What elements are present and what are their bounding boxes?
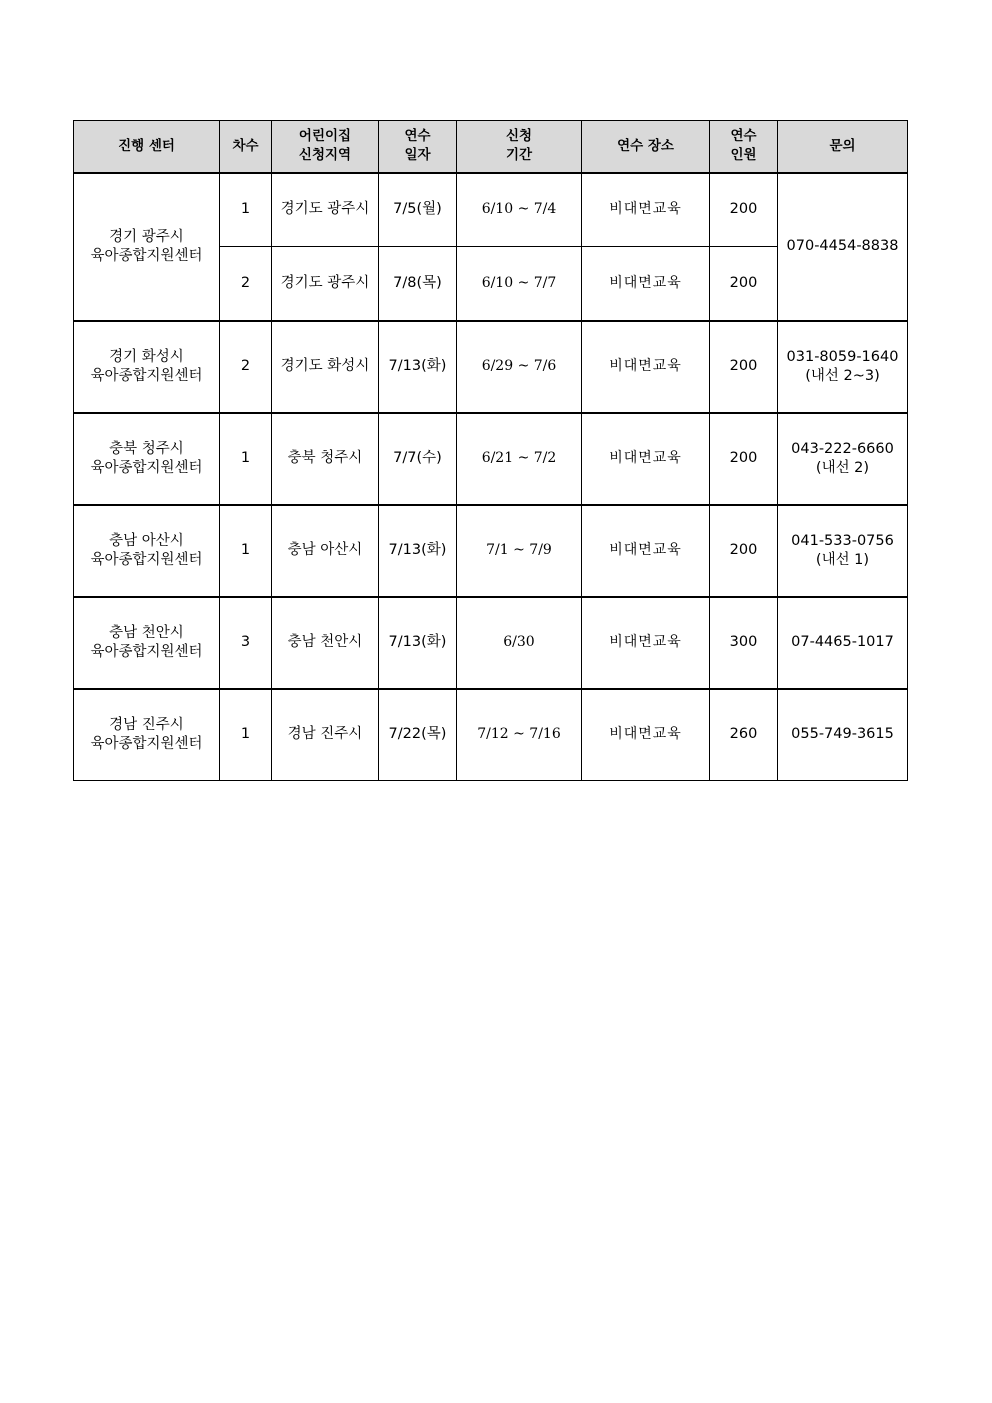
place-cell: 비대면교육 — [582, 413, 710, 505]
round-cell: 1 — [220, 173, 272, 247]
region-cell: 충북 청주시 — [272, 413, 379, 505]
center-name-cell: 충북 청주시 육아종합지원센터 — [74, 413, 220, 505]
contact-cell: 031-8059-1640 (내선 2~3) — [778, 321, 908, 413]
table-header — [74, 121, 908, 173]
table-row — [74, 413, 908, 505]
date-cell: 7/5(월) — [379, 173, 457, 247]
round-cell: 1 — [220, 505, 272, 597]
header-count: 연수 인원 — [710, 121, 778, 173]
period-cell: 7/12 ~ 7/16 — [457, 689, 582, 781]
period-cell: 6/29 ~ 7/6 — [457, 321, 582, 413]
region-cell: 경기도 광주시 — [272, 247, 379, 321]
contact-cell: 055-749-3615 — [778, 689, 908, 781]
contact-cell: 043-222-6660 (내선 2) — [778, 413, 908, 505]
center-name-cell: 충남 아산시 육아종합지원센터 — [74, 505, 220, 597]
count-cell: 200 — [710, 173, 778, 247]
training-schedule-table — [73, 120, 908, 781]
header-center: 진행 센터 — [74, 121, 220, 173]
header-period: 신청 기간 — [457, 121, 582, 173]
date-cell: 7/22(목) — [379, 689, 457, 781]
center-name-cell: 경남 진주시 육아종합지원센터 — [74, 689, 220, 781]
count-cell: 200 — [710, 505, 778, 597]
contact-cell: 07-4465-1017 — [778, 597, 908, 689]
header-place: 연수 장소 — [582, 121, 710, 173]
period-cell: 6/10 ~ 7/7 — [457, 247, 582, 321]
table-row — [74, 689, 908, 781]
header-date: 연수 일자 — [379, 121, 457, 173]
round-cell: 1 — [220, 413, 272, 505]
place-cell: 비대면교육 — [582, 321, 710, 413]
region-cell: 충남 천안시 — [272, 597, 379, 689]
table-row — [74, 505, 908, 597]
round-cell: 3 — [220, 597, 272, 689]
round-cell: 1 — [220, 689, 272, 781]
place-cell: 비대면교육 — [582, 597, 710, 689]
date-cell: 7/13(화) — [379, 321, 457, 413]
date-cell: 7/8(목) — [379, 247, 457, 321]
table-row — [74, 321, 908, 413]
date-cell: 7/7(수) — [379, 413, 457, 505]
table-row — [74, 173, 908, 247]
header-row — [74, 121, 908, 173]
period-cell: 6/30 — [457, 597, 582, 689]
header-contact: 문의 — [778, 121, 908, 173]
place-cell: 비대면교육 — [582, 247, 710, 321]
header-round: 차수 — [220, 121, 272, 173]
region-cell: 충남 아산시 — [272, 505, 379, 597]
center-name-cell: 경기 광주시 육아종합지원센터 — [74, 173, 220, 321]
region-cell: 경기도 화성시 — [272, 321, 379, 413]
table-row — [74, 597, 908, 689]
period-cell: 6/21 ~ 7/2 — [457, 413, 582, 505]
center-name-cell: 충남 천안시 육아종합지원센터 — [74, 597, 220, 689]
date-cell: 7/13(화) — [379, 505, 457, 597]
round-cell: 2 — [220, 247, 272, 321]
center-name-cell: 경기 화성시 육아종합지원센터 — [74, 321, 220, 413]
place-cell: 비대면교육 — [582, 689, 710, 781]
period-cell: 6/10 ~ 7/4 — [457, 173, 582, 247]
place-cell: 비대면교육 — [582, 505, 710, 597]
contact-cell: 070-4454-8838 — [778, 173, 908, 321]
contact-cell: 041-533-0756 (내선 1) — [778, 505, 908, 597]
header-region: 어린이집 신청지역 — [272, 121, 379, 173]
period-cell: 7/1 ~ 7/9 — [457, 505, 582, 597]
table-body — [74, 173, 908, 781]
place-cell: 비대면교육 — [582, 173, 710, 247]
count-cell: 260 — [710, 689, 778, 781]
count-cell: 200 — [710, 247, 778, 321]
date-cell: 7/13(화) — [379, 597, 457, 689]
region-cell: 경기도 광주시 — [272, 173, 379, 247]
region-cell: 경남 진주시 — [272, 689, 379, 781]
count-cell: 200 — [710, 413, 778, 505]
count-cell: 300 — [710, 597, 778, 689]
count-cell: 200 — [710, 321, 778, 413]
round-cell: 2 — [220, 321, 272, 413]
